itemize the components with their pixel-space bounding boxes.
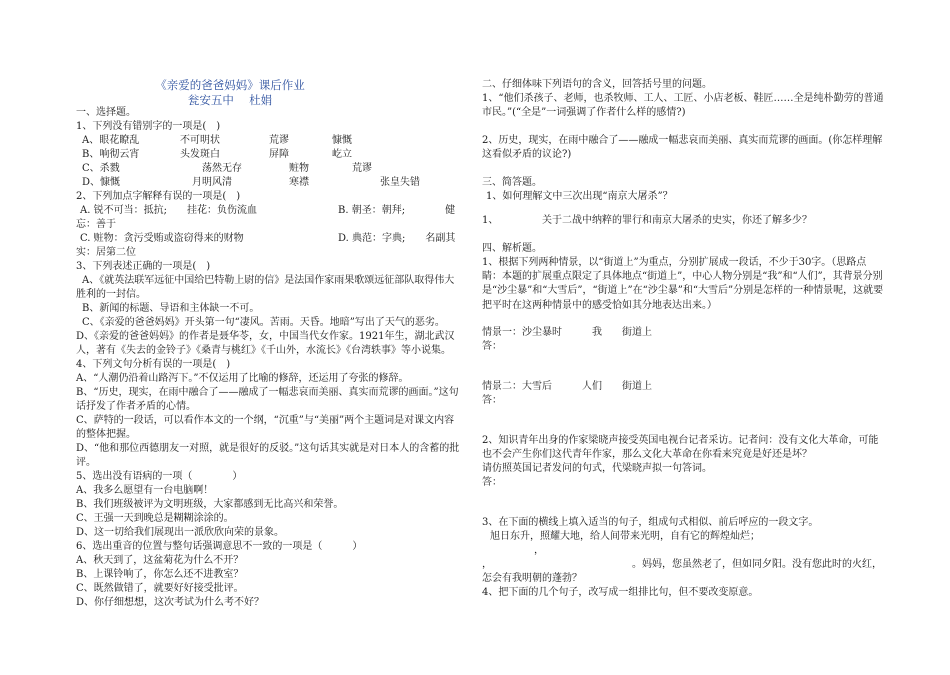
short-answer-1: 1、如何理解文中三次出现“南京大屠杀”？ xyxy=(486,191,673,202)
q3-option-b: B、新闻的标题、导语和主体缺一不可。 xyxy=(82,303,260,314)
q3-option-d: D、《亲爱的爸爸妈妈》的作者是聂华苓，女，中国当代女作家。1921年生，湖北武汉人，著有《失去的金铃子》《桑青与桃红》《千山外，水流长》《台湾轶事》等小说集。 xyxy=(76,331,455,357)
question-6: 6、选出重音的位置与整句话强调意思不一致的一项是（ ） xyxy=(76,541,363,552)
section-choice: 一、选择题。 xyxy=(76,107,136,118)
q5-option-c: C、王强一天到晚总是糊糊涂涂的。 xyxy=(76,513,234,524)
q5-option-d: D、这一切给我们展现出一派欣欣向荣的景象。 xyxy=(76,527,285,538)
q3-option-c: C、《亲爱的爸爸妈妈》开头第一句“凄风。苦雨。天昏。地暗”写出了天气的恶劣。 xyxy=(82,317,445,328)
answer-label: 答： xyxy=(482,395,502,406)
interpretation-1: 1、“他们杀孩子、老师，也杀牧师、工人、工匠、小店老板、鞋匠……全是纯朴勤劳的普通市民。”(“全是”一词强调了作者什么样的感情?) xyxy=(482,93,884,119)
page-title xyxy=(130,78,330,108)
q6-option-c: C、既然做错了，就要好好接受批评。 xyxy=(76,583,244,594)
q2-option-b-cont: 忘：善于 xyxy=(76,219,116,230)
section-short-answer: 三、简答题。 xyxy=(482,177,542,188)
question-3: 3、下列表述正确的一项是( ) xyxy=(76,261,211,272)
q4-option-a: A、“人潮仍沿着山路泻下。”不仅运用了比喻的修辞，还运用了夸张的修辞。 xyxy=(76,373,409,384)
q5-option-b: B、我们班级被评为文明班级，大家都感到无比高兴和荣誉。 xyxy=(76,499,344,510)
q4-option-d: D、“他和那位西德朋友一对照，就是很好的反驳。”这句话其实就是对日本人的含蓄的批评。 xyxy=(76,443,460,469)
question-2: 2、下列加点字解释有误的一项是( ) xyxy=(76,191,241,202)
question-1: 1、下列没有错别字的一项是( ) xyxy=(76,121,221,132)
answer-label: 答： xyxy=(482,341,502,352)
analysis-3-continuation: 。妈妈，您虽然老了，但如同夕阳。没有您此时的火红，怎会有我明朝的蓬勃？ xyxy=(482,559,882,585)
q2-option-c: C. 赃物：贪污受贿或盗窃得来的财物 xyxy=(80,233,244,244)
question-5: 5、选出没有语病的一项（ ） xyxy=(76,471,243,482)
answer-label: 答： xyxy=(482,477,502,488)
analysis-1: 1、根据下列两种情景，以“街道上”为重点，分别扩展成一段话，不少于30字。（思路点睛：本题的扩展重点限定了具体地点“街道上”，中心人物分别是“我”和“人们”，其背景分别是“沙尘暴”和“大雪后”，“街道上”在“沙尘暴”和“大雪后”分别是怎样的一种情景呢，这就要把平时在这两种情景中的感受恰如其分地表达出来。） xyxy=(482,257,884,311)
interpretation-2: 2、历史，现实，在雨中融合了——融成一幅悲哀而美丽、真实而荒谬的画面。(你怎样理解这看似矛盾的议论?) xyxy=(482,135,883,161)
fill-blank-comma: ， xyxy=(534,545,544,556)
q2-option-d-cont: 实：居第二位 xyxy=(76,247,136,258)
q2-option-d: D. 典范：字典; 名副其 xyxy=(338,233,456,244)
analysis-3: 3、在下面的横线上填入适当的句子，组成句式相似、前后呼应的一段文字。 xyxy=(482,517,819,528)
document-title: 《亲爱的爸爸妈妈》课后作业 xyxy=(155,78,305,92)
analysis-2-task: 请仿照英国记者发问的句式，代梁晓声拟一句答词。 xyxy=(482,463,712,474)
q2-option-a: A. 锐不可当：抵抗; 挂花：负伤流血 xyxy=(80,205,257,216)
q6-option-d: D、你仔细想想，这次考试为什么考不好？ xyxy=(76,597,265,608)
question-4: 4、下列文句分析有误的一项是( ) xyxy=(76,359,231,370)
analysis-3-sentence: 旭日东升，照耀大地，给人间带来光明，自有它的辉煌灿烂； xyxy=(490,531,760,542)
q4-option-c: C、萨特的一段话，可以看作本文的一个纲，“沉重”与“美丽”两个主题词是对课文内容的整体把握。 xyxy=(76,415,455,441)
section-interpretation: 二、仔细体味下列语句的含义，回答括号里的问题。 xyxy=(482,79,712,90)
q6-option-b: B、上课铃响了，你怎么还不进教室？ xyxy=(76,569,244,580)
author-line: 瓮安五中 杜娟 xyxy=(187,93,273,107)
section-analysis: 四、解析题。 xyxy=(482,243,542,254)
q2-option-b: B. 朝圣：朝拜; 健 xyxy=(338,205,456,216)
q4-option-b: B、“历史，现实，在雨中融合了——融成了一幅悲哀而美丽、真实而荒谬的画面。”这句话抒发了作者矛盾的心情。 xyxy=(76,387,459,413)
analysis-2: 2、知识青年出身的作家梁晓声接受英国电视台记者采访。记者问：没有文化大革命，可能也不会产生你们这代青年作家，那么文化大革命在你看来究竟是好还是坏？ xyxy=(482,435,879,461)
q3-option-a: A、《就英法联军远征中国给巴特勒上尉的信》是法国作家雨果歌颂远征部队取得伟大胜利的一封信。 xyxy=(76,275,455,301)
q6-option-a: A、秋天到了，这盆菊花为什么不开？ xyxy=(76,555,244,566)
fill-blank-comma: ， xyxy=(482,559,492,570)
q5-option-a: A、我多么愿望有一台电脑啊！ xyxy=(76,485,214,496)
analysis-4: 4、把下面的几个句子，改写成一组排比句，但不要改变原意。 xyxy=(482,587,759,598)
